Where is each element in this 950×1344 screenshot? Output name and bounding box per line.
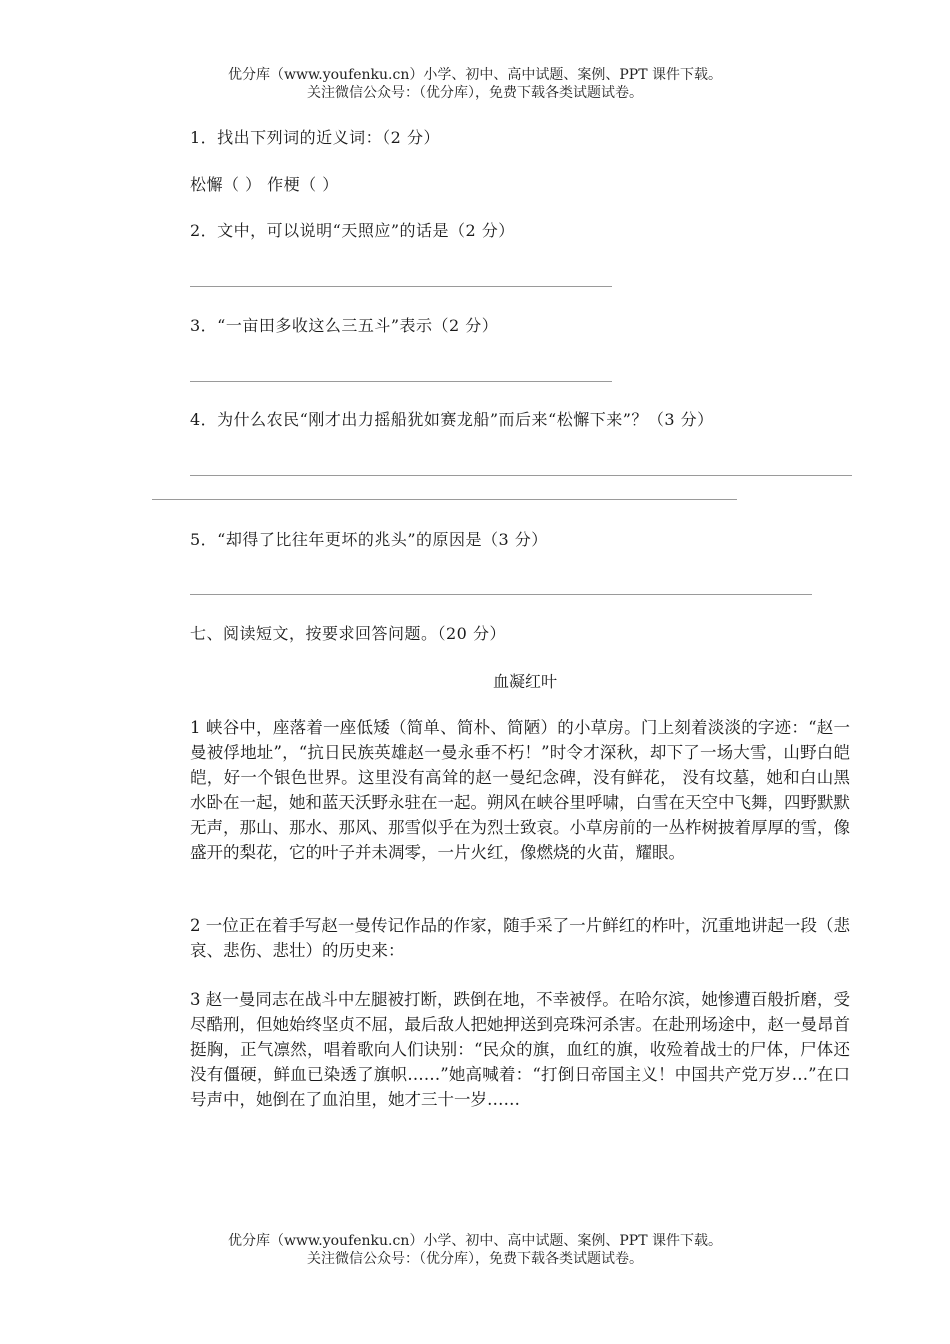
section-7-heading: 七、阅读短文，按要求回答问题。（20 分） [190,624,506,643]
question-5: 5．“却得了比往年更坏的兆头”的原因是（3 分） [190,530,548,549]
header-line-2: 关注微信公众号：（优分库），免费下载各类试题试卷。 [307,85,643,101]
page-header [0,66,950,102]
passage-paragraph-3: 3 赵一曼同志在战斗中左腿被打断，跌倒在地，不幸被俘。在哈尔滨，她惨遭百般折磨，受尽酷刑，但她始终坚贞不屈，最后敌人把她押送到亮珠河杀害。在赴刑场途中，赵一曼昂首挺胸，正气凛然，唱着歌向人们诀别：“民众的旗，血红的旗，收殓着战士的尸体，尸体还没有僵硬，鲜血已染透了旗帜……”她高喊着：“打倒日帝国主义！中国共产党万岁…”在口号声中，她倒在了血泊里，她才三十一岁…… [190,990,850,1109]
answer-line-q5 [190,594,812,595]
footer-line-2: 关注微信公众号：（优分库），免费下载各类试题试卷。 [307,1251,643,1267]
header-line-1: 优分库（www.youfenku.cn）小学、初中、高中试题、案例、PPT 课件下载。 [227,67,722,83]
passage-paragraph-1: 1 峡谷中，座落着一座低矮（简单、简朴、简陋）的小草房。门上刻着淡淡的字迹：“赵一曼被俘地址”，“抗日民族英雄赵一曼永垂不朽！”时令才深秋，却下了一场大雪，山野白皑皑，好一个银色世界。这里没有高耸的赵一曼纪念碑，没有鲜花， 没有坟墓，她和白山黑水卧在一起，她和蓝天沃野永驻在一起。朔风在峡谷里呼啸，白雪在天空中飞舞，四野默默无声，那山、那水、那风、那雪似乎在为烈士致哀。小草房前的一丛柞树披着厚厚的雪，像盛开的梨花，它的叶子并未凋零，一片火红，像燃烧的火苗，耀眼。 [190,718,850,862]
answer-line-q3 [190,381,612,382]
answer-line-q2 [190,286,612,287]
question-3: 3．“一亩田多收这么三五斗”表示（2 分） [190,316,499,335]
answer-line-q4-b [152,499,737,500]
answer-line-q4-a [190,475,852,476]
passage-title: 血凝红叶 [492,672,557,691]
page-footer [0,1232,950,1268]
passage-paragraph-2: 2 一位正在着手写赵一曼传记作品的作家，随手采了一片鲜红的柞叶，沉重地讲起一段（悲哀、悲伤、悲壮）的历史来： [190,916,850,960]
question-1-answer: 松懈（ ） 作梗（ ） [190,175,339,194]
question-2: 2．文中，可以说明“天照应”的话是（2 分） [190,221,515,240]
question-4: 4．为什么农民“刚才出力摇船犹如赛龙船”而后来“松懈下来”？（3 分） [190,410,714,429]
footer-line-1: 优分库（www.youfenku.cn）小学、初中、高中试题、案例、PPT 课件下载。 [227,1233,722,1249]
question-1: 1．找出下列词的近义词：（2 分） [190,128,440,147]
